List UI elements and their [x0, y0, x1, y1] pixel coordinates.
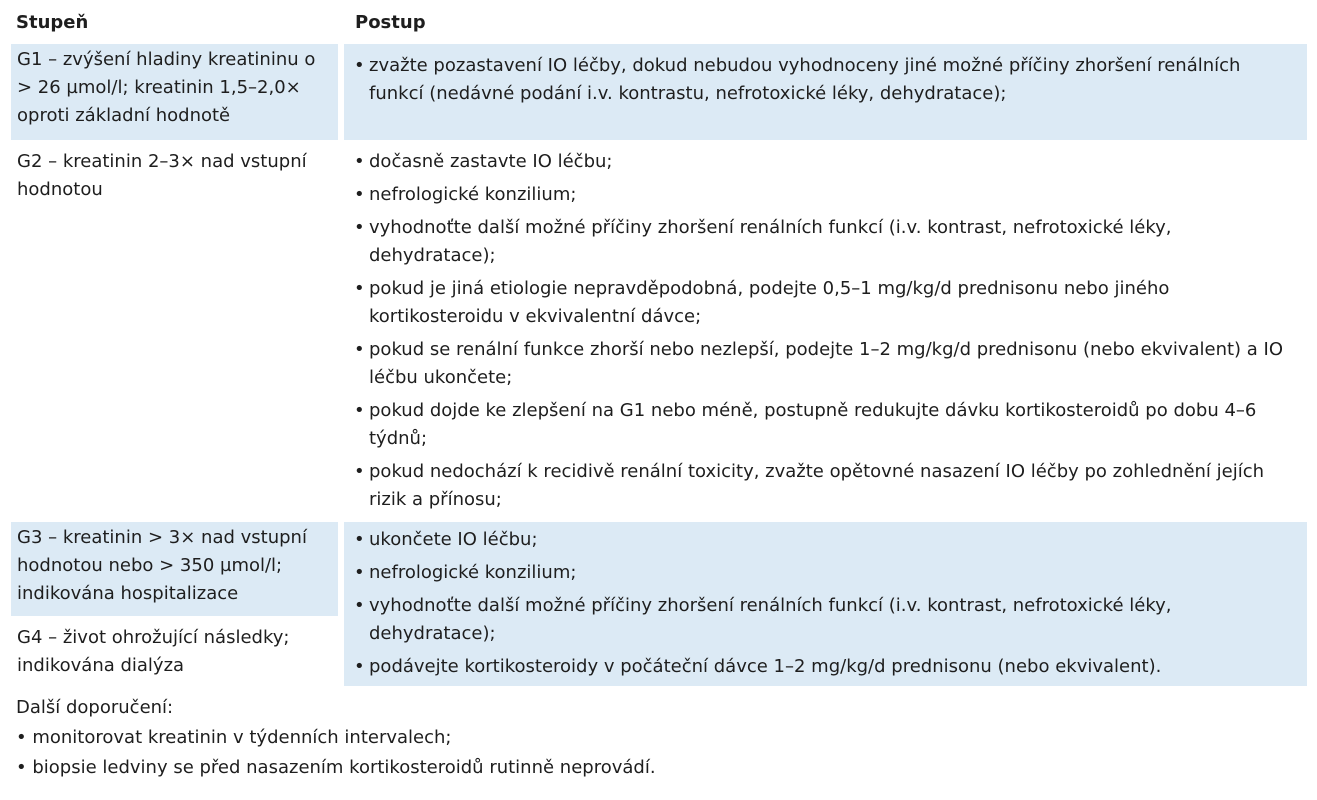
footer-item: • monitorovat kreatinin v týdenních intervalech;	[16, 724, 1296, 752]
grade-cell-g2	[11, 146, 338, 516]
procedure-cell-g2	[344, 146, 1307, 516]
list-item: • nefrologické konzilium;	[354, 181, 1299, 209]
list-item: • nefrologické konzilium;	[354, 559, 1299, 587]
list-item: • dočasně zastavte IO léčbu;	[354, 148, 1299, 176]
grade-cell-g1	[11, 44, 338, 140]
column-header-procedure: Postup	[355, 12, 426, 33]
column-header-grade: Stupeň	[16, 12, 89, 33]
procedure-cell-g3-g4	[344, 522, 1307, 686]
footer-title: Další doporučení:	[16, 697, 174, 718]
list-item: • pokud dojde ke zlepšení na G1 nebo méně, postupně redukujte dávku kortikosteroidů po dobu 4–6 týdnů;	[354, 397, 1299, 453]
list-item: • vyhodnoťte další možné příčiny zhoršení renálních funkcí (i.v. kontrast, nefrotoxické léky, dehydratace);	[354, 214, 1299, 270]
procedure-list-g1	[354, 52, 1299, 108]
list-item: • vyhodnoťte další možné příčiny zhoršení renálních funkcí (i.v. kontrast, nefrotoxické léky, dehydratace);	[354, 592, 1299, 648]
list-item: • zvažte pozastavení IO léčby, dokud nebudou vyhodnoceny jiné možné příčiny zhoršení renálních funkcí (nedávné podání i.v. kontrastu, nefrotoxické léky, dehydratace);	[354, 52, 1299, 108]
footer-item: • biopsie ledviny se před nasazením kortikosteroidů rutinně neprovádí.	[16, 754, 1296, 782]
procedure-list-g3-g4	[354, 526, 1299, 681]
list-item: • pokud je jiná etiologie nepravděpodobná, podejte 0,5–1 mg/kg/d prednisonu nebo jiného kortikosteroidu v ekvivalentní dávce;	[354, 275, 1299, 331]
grade-text-g1: G1 – zvýšení hladiny kreatininu o > 26 µmol/l; kreatinin 1,5–2,0× oproti základní hodnotě	[17, 49, 316, 126]
grade-cell-g3	[11, 522, 338, 616]
grade-text-g3: G3 – kreatinin > 3× nad vstupní hodnotou nebo > 350 µmol/l; indikována hospitalizace	[17, 527, 307, 604]
procedure-list-g2	[354, 148, 1299, 514]
list-item: • ukončete IO léčbu;	[354, 526, 1299, 554]
grade-cell-g4	[11, 622, 338, 686]
list-item: • pokud nedochází k recidivě renální toxicity, zvažte opětovné nasazení IO léčby po zohlednění jejích rizik a přínosu;	[354, 458, 1299, 514]
list-item: • pokud se renální funkce zhorší nebo nezlepší, podejte 1–2 mg/kg/d prednisonu (nebo ekvivalent) a IO léčbu ukončete;	[354, 336, 1299, 392]
grade-text-g2: G2 – kreatinin 2–3× nad vstupní hodnotou	[17, 151, 307, 200]
further-recommendations	[16, 694, 1296, 784]
grade-text-g4: G4 – život ohrožující následky; indikována dialýza	[17, 627, 290, 676]
procedure-cell-g1	[344, 44, 1307, 140]
list-item: • podávejte kortikosteroidy v počáteční dávce 1–2 mg/kg/d prednisonu (nebo ekvivalent).	[354, 653, 1299, 681]
table-header	[0, 10, 1317, 42]
